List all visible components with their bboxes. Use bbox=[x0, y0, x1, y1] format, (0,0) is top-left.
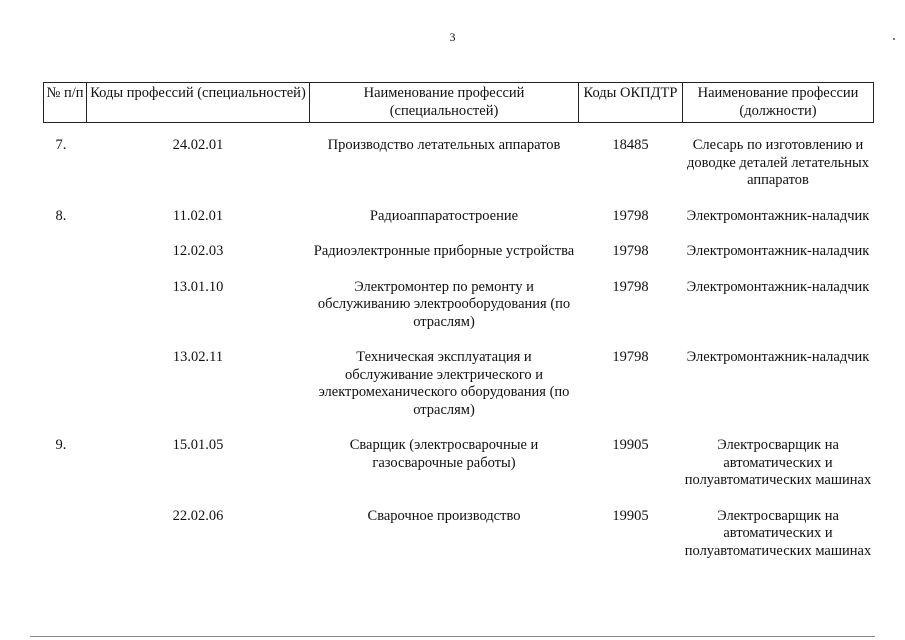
table-row bbox=[44, 279, 874, 350]
header-okpdtr-codes: Коды ОКПДТР bbox=[579, 83, 683, 123]
header-profession-names: Наименование профессий (специальностей) bbox=[310, 83, 579, 123]
table-row bbox=[44, 508, 874, 579]
professions-table bbox=[43, 82, 874, 578]
okpdtr-code: 19798 bbox=[612, 278, 649, 295]
profession-name: Сварщик (электросварочные и газосварочные работы) bbox=[349, 437, 539, 471]
profession-code: 12.02.03 bbox=[172, 243, 224, 259]
header-profession-codes: Коды профессий (специальностей) bbox=[87, 83, 310, 123]
page-number: 3 bbox=[449, 30, 456, 44]
okpdtr-code: 19798 bbox=[612, 243, 649, 259]
table-row bbox=[44, 349, 874, 437]
position-name: Электросварщик на автоматических и полуавтоматических машинах bbox=[684, 507, 872, 559]
profession-name: Радиоэлектронные приборные устройства bbox=[313, 243, 575, 259]
profession-code: 22.02.06 bbox=[172, 507, 224, 524]
row-number: 9. bbox=[55, 437, 67, 453]
profession-code: 13.01.10 bbox=[172, 278, 224, 295]
position-name: Электромонтажник-наладчик bbox=[686, 349, 870, 365]
position-name: Электросварщик на автоматических и полуавтоматических машинах bbox=[684, 437, 872, 488]
profession-code: 13.02.11 bbox=[172, 349, 224, 365]
header-number: № п/п bbox=[44, 83, 87, 123]
profession-name: Радиоаппаратостроение bbox=[369, 207, 519, 224]
row-number: 7. bbox=[55, 137, 67, 153]
table-row bbox=[44, 243, 874, 279]
position-name: Электромонтажник-наладчик bbox=[686, 243, 870, 259]
header-position-name: Наименование профессии (должности) bbox=[683, 83, 874, 123]
profession-name: Электромонтер по ремонту и обслуживанию электрооборудования (по отраслям) bbox=[317, 278, 571, 330]
okpdtr-code: 18485 bbox=[612, 137, 649, 153]
row-number bbox=[44, 279, 87, 350]
bottom-rule bbox=[30, 636, 875, 637]
position-name: Слесарь по изготовлению и доводке деталей летательных аппаратов bbox=[687, 137, 869, 188]
table-body bbox=[44, 123, 874, 579]
row-number: 8. bbox=[55, 207, 67, 224]
row-number bbox=[44, 349, 87, 437]
okpdtr-code: 19905 bbox=[612, 507, 649, 524]
row-number bbox=[44, 508, 87, 579]
profession-name: Сварочное производство bbox=[367, 507, 521, 524]
table-row bbox=[44, 437, 874, 508]
table-header bbox=[44, 83, 874, 123]
profession-name: Техническая эксплуатация и обслуживание электрического и электромеханического оборудования (по отраслям) bbox=[318, 349, 570, 418]
scan-artifact-dot bbox=[893, 38, 895, 40]
table-row bbox=[44, 208, 874, 244]
profession-code: 15.01.05 bbox=[172, 437, 224, 453]
position-name: Электромонтажник-наладчик bbox=[686, 207, 870, 224]
okpdtr-code: 19798 bbox=[612, 207, 649, 224]
okpdtr-code: 19905 bbox=[612, 437, 649, 453]
profession-name: Производство летательных аппаратов bbox=[327, 137, 561, 153]
profession-code: 24.02.01 bbox=[172, 137, 224, 153]
profession-code: 11.02.01 bbox=[172, 207, 224, 224]
row-number bbox=[44, 243, 87, 279]
table-row bbox=[44, 137, 874, 208]
okpdtr-code: 19798 bbox=[612, 349, 649, 365]
position-name: Электромонтажник-наладчик bbox=[686, 278, 870, 295]
